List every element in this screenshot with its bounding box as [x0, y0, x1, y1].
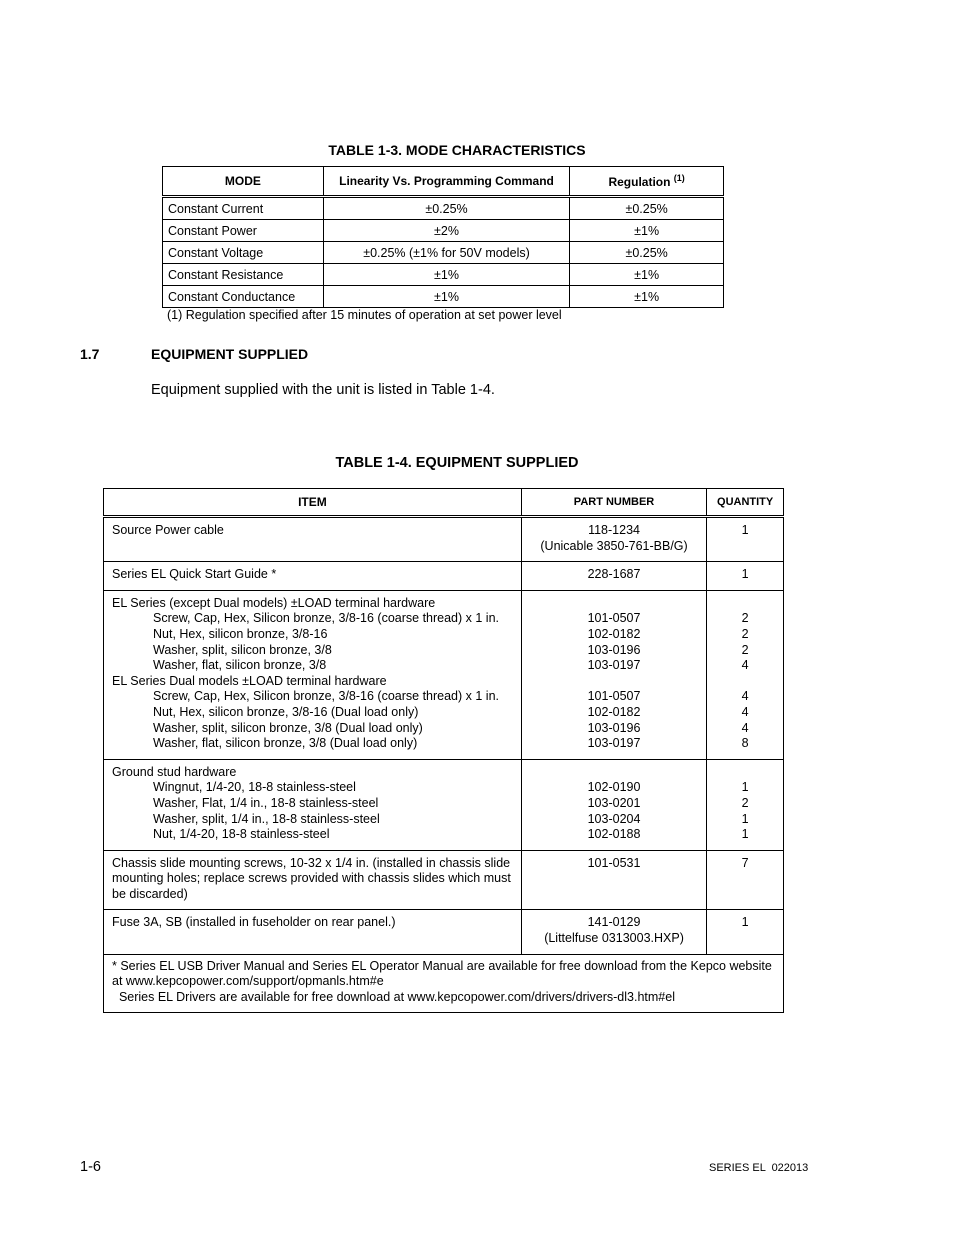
- item-cell: Series EL Quick Start Guide *: [104, 562, 522, 591]
- table-row: [104, 590, 784, 759]
- part-number: 141-0129: [587, 915, 641, 930]
- spacer: [707, 674, 783, 690]
- part-number: 102-0182: [587, 704, 641, 719]
- section-number: 1.7: [80, 346, 100, 362]
- list-item: Washer, split, silicon bronze, 3/8: [153, 642, 332, 657]
- table-1-3-caption: TABLE 1-3. MODE CHARACTERISTICS: [328, 142, 586, 158]
- part-number: 102-0190: [587, 780, 641, 795]
- list-item: Wingnut, 1/4-20, 18-8 stainless-steel: [153, 780, 356, 795]
- part-number: 103-0201: [587, 795, 641, 810]
- part-number: 101-0507: [587, 611, 641, 626]
- part-number: 103-0197: [587, 658, 641, 673]
- column-header-mode: MODE: [163, 167, 324, 197]
- footnote-marker: (1): [673, 173, 685, 183]
- page-number: 1-6: [80, 1159, 101, 1175]
- mode-cell: Constant Current: [163, 197, 324, 220]
- quantity-cell: 1: [707, 562, 784, 591]
- list-item: Nut, Hex, silicon bronze, 3/8-16: [153, 626, 328, 641]
- part-number: 118-1234: [588, 523, 640, 537]
- table-note: [104, 954, 784, 1013]
- table-row: [104, 759, 784, 850]
- part-number-cell: [521, 590, 706, 759]
- list-item: Washer, flat, silicon bronze, 3/8: [153, 658, 327, 673]
- table-1-3-footnote: (1) Regulation specified after 15 minutes of operation at set power level: [167, 308, 562, 322]
- part-number: 102-0182: [587, 626, 641, 641]
- list-item: Washer, split, 1/4 in., 18-8 stainless-steel: [153, 811, 380, 826]
- part-number-cell: [521, 517, 706, 562]
- linearity-cell: ±0.25%: [323, 197, 570, 220]
- quantity: 4: [741, 704, 749, 719]
- regulation-label: Regulation: [608, 175, 671, 189]
- quantity-cell: 1: [707, 517, 784, 562]
- table-note-row: [104, 954, 784, 1013]
- item-cell: Source Power cable: [104, 517, 522, 562]
- quantity: 1: [741, 827, 749, 842]
- quantity-cell: 1: [707, 910, 784, 954]
- quantity-cell: [707, 759, 784, 850]
- note-line: Series EL Drivers are available for free download at www.kepcopower.com/drivers/drivers-dl3.htm#el: [112, 989, 675, 1004]
- spacer: [707, 765, 783, 781]
- regulation-cell: ±0.25%: [570, 242, 724, 264]
- part-number: 103-0197: [587, 736, 641, 751]
- part-number: 101-0507: [587, 689, 641, 704]
- regulation-cell: ±1%: [570, 220, 724, 242]
- note-line: * Series EL USB Driver Manual and Series EL Operator Manual are available for free download from the Kepco website at www.kepcopower.com/support/opmanls.htm#e: [112, 958, 772, 989]
- quantity: 1: [741, 811, 749, 826]
- column-header-linearity: Linearity Vs. Programming Command: [323, 167, 570, 197]
- quantity: 4: [741, 658, 749, 673]
- group-heading: EL Series Dual models ±LOAD terminal hardware: [112, 673, 387, 688]
- part-number-cell: 101-0531: [521, 850, 706, 910]
- table-row: [104, 910, 784, 954]
- quantity: 2: [741, 642, 749, 657]
- mode-cell: Constant Conductance: [163, 286, 324, 308]
- regulation-cell: ±0.25%: [570, 197, 724, 220]
- quantity: 2: [741, 795, 749, 810]
- quantity: 8: [741, 736, 749, 751]
- item-cell: Fuse 3A, SB (installed in fuseholder on rear panel.): [104, 910, 522, 954]
- part-number-alt: (Unicable 3850-761-BB/G): [540, 538, 688, 553]
- item-cell: [104, 759, 522, 850]
- linearity-cell: ±2%: [323, 220, 570, 242]
- document-id: SERIES EL 022013: [709, 1162, 809, 1174]
- quantity: 2: [741, 611, 749, 626]
- section-body: Equipment supplied with the unit is listed in Table 1-4.: [151, 382, 495, 398]
- table-row: [163, 286, 724, 308]
- quantity: 2: [741, 626, 749, 641]
- part-number-alt: (Littelfuse 0313003.HXP): [544, 931, 684, 946]
- column-header-item: ITEM: [104, 489, 522, 517]
- group-heading: Ground stud hardware: [112, 764, 237, 779]
- quantity-cell: [707, 590, 784, 759]
- quantity: 1: [741, 780, 749, 795]
- quantity: 4: [741, 689, 749, 704]
- list-item: Washer, split, silicon bronze, 3/8 (Dual load only): [153, 720, 423, 735]
- table-row: [163, 220, 724, 242]
- list-item: Washer, Flat, 1/4 in., 18-8 stainless-steel: [153, 795, 379, 810]
- spacer: [707, 596, 783, 612]
- column-header-part-number: PART NUMBER: [521, 489, 706, 517]
- table-row: [104, 517, 784, 562]
- table-row: [163, 197, 724, 220]
- part-number: 103-0204: [587, 811, 641, 826]
- mode-cell: Constant Resistance: [163, 264, 324, 286]
- mode-cell: Constant Power: [163, 220, 324, 242]
- linearity-cell: ±1%: [323, 264, 570, 286]
- quantity-cell: 7: [707, 850, 784, 910]
- item-description: Chassis slide mounting screws, 10-32 x 1/4 in. (installed in chassis slide mounting holes; replace screws provided with chassis slides which must be discarded): [112, 855, 511, 901]
- section-title: EQUIPMENT SUPPLIED: [151, 346, 309, 362]
- spacer: [522, 674, 706, 690]
- table-row: [163, 242, 724, 264]
- list-item: Nut, 1/4-20, 18-8 stainless-steel: [153, 827, 330, 842]
- group-heading: EL Series (except Dual models) ±LOAD terminal hardware: [112, 595, 436, 610]
- table-1-4-caption: TABLE 1-4. EQUIPMENT SUPPLIED: [335, 455, 579, 471]
- regulation-cell: ±1%: [570, 286, 724, 308]
- regulation-cell: ±1%: [570, 264, 724, 286]
- linearity-cell: ±0.25% (±1% for 50V models): [323, 242, 570, 264]
- table-row: [104, 850, 784, 910]
- equipment-supplied-table: [103, 488, 784, 1013]
- table-row: [104, 562, 784, 591]
- list-item: Washer, flat, silicon bronze, 3/8 (Dual load only): [153, 736, 418, 751]
- part-number: 103-0196: [587, 720, 641, 735]
- list-item: Screw, Cap, Hex, Silicon bronze, 3/8-16 (coarse thread) x 1 in.: [153, 689, 499, 704]
- spacer: [522, 596, 706, 612]
- table-row: [163, 264, 724, 286]
- part-number-cell: [521, 910, 706, 954]
- table-header-row: [163, 167, 724, 197]
- column-header-regulation: [570, 167, 724, 197]
- item-cell: [104, 590, 522, 759]
- mode-cell: Constant Voltage: [163, 242, 324, 264]
- list-item: Screw, Cap, Hex, Silicon bronze, 3/8-16 (coarse thread) x 1 in.: [153, 611, 499, 626]
- spacer: [522, 765, 706, 781]
- part-number: 102-0188: [587, 827, 641, 842]
- part-number-cell: [521, 759, 706, 850]
- column-header-quantity: QUANTITY: [707, 489, 784, 517]
- linearity-cell: ±1%: [323, 286, 570, 308]
- mode-characteristics-table: [162, 166, 724, 308]
- quantity: 4: [741, 720, 749, 735]
- table-header-row: [104, 489, 784, 517]
- list-item: Nut, Hex, silicon bronze, 3/8-16 (Dual load only): [153, 704, 419, 719]
- part-number: 103-0196: [587, 642, 641, 657]
- part-number-cell: 228-1687: [521, 562, 706, 591]
- item-cell: [104, 850, 522, 910]
